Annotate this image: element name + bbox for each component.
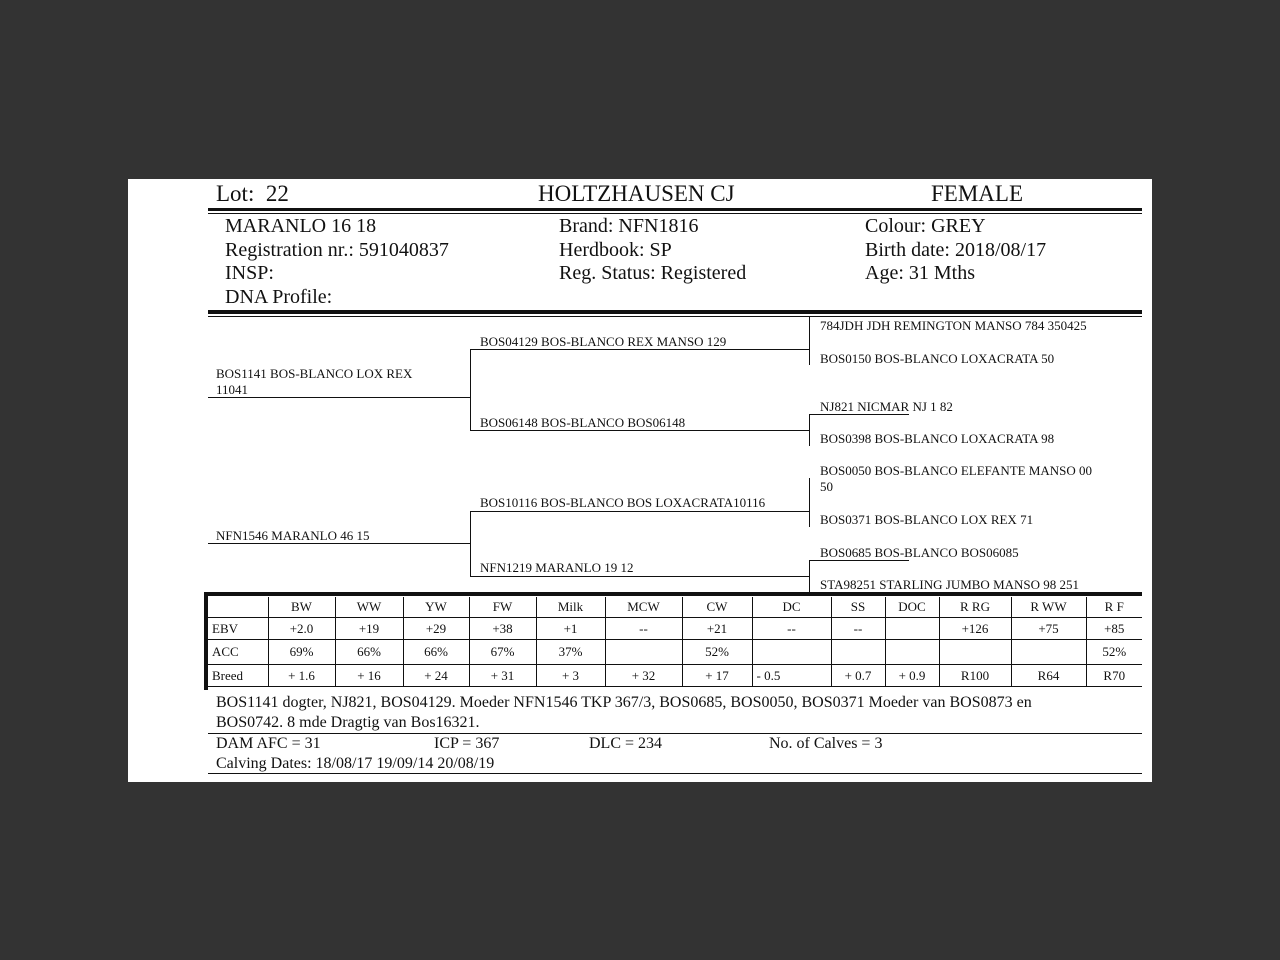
col-header: FW [469,597,536,618]
table-cell [752,640,831,665]
header-rule-thin [208,213,1142,214]
table-cell: + 0.9 [885,665,939,687]
dds-underline [809,560,909,561]
pedigree-dam-sire: BOS10116 BOS-BLANCO BOS LOXACRATA10116 [480,495,766,510]
dam-branch-connector [470,511,471,577]
comments-line-2: BOS0742. 8 mde Dragtig van Bos16321. [216,714,480,731]
ebv-header-row [208,597,1142,618]
table-cell: +21 [682,618,752,640]
table-cell: + 0.7 [831,665,885,687]
pedigree-sire-dam: BOS06148 BOS-BLANCO BOS06148 [480,415,686,430]
table-cell: 66% [403,640,469,665]
row-label: EBV [208,618,268,640]
col-header: R RG [939,597,1011,618]
ebv-row [208,618,1142,640]
table-cell [831,640,885,665]
herdbook-field: Herdbook: SP [559,239,672,261]
table-cell [605,640,682,665]
pedigree-dds: BOS0685 BOS-BLANCO BOS06085 [820,545,1019,560]
table-cell [939,640,1011,665]
dd-underline [470,576,810,577]
dam-icp: ICP = 367 [434,735,500,752]
bottom-rule [208,773,1142,774]
pedigree-sss: 784JDH JDH REMINGTON MANSO 784 350425 [820,318,1087,333]
ebv-corner-cell [208,597,268,618]
registration-number: Registration nr.: 591040837 [225,239,449,261]
ds-branch-connector [809,478,810,527]
pedigree-dss-line2: 50 [820,479,833,494]
table-cell: -- [831,618,885,640]
col-header: MCW [605,597,682,618]
lot-label [216,181,289,207]
table-cell: +38 [469,618,536,640]
col-header: R F [1086,597,1142,618]
table-cell: 69% [268,640,335,665]
info-rule-thick [208,310,1142,314]
sd-branch-connector [809,414,810,446]
brand-field: Brand: NFN1816 [559,215,699,237]
sd-underline [470,430,810,431]
age-field: Age: 31 Mths [865,262,975,284]
pedigree-dam: NFN1546 MARANLO 46 15 [216,528,370,543]
table-cell [885,618,939,640]
lot-label-text: Lot: [216,181,255,206]
ebv-top-rule [204,592,1142,596]
table-cell: R70 [1086,665,1142,687]
table-cell: +1 [536,618,605,640]
reg-status-field: Reg. Status: Registered [559,262,747,284]
table-cell: R100 [939,665,1011,687]
pedigree-ssd: BOS0150 BOS-BLANCO LOXACRATA 50 [820,351,1055,366]
table-cell [1011,640,1086,665]
sire-branch-connector [470,349,471,431]
dam-calves-count: No. of Calves = 3 [769,735,883,752]
table-cell: 52% [1086,640,1142,665]
table-cell: - 0.5 [752,665,831,687]
col-header: R WW [1011,597,1086,618]
col-header: CW [682,597,752,618]
table-cell: + 17 [682,665,752,687]
animal-name: MARANLO 16 18 [225,215,377,237]
ds-underline [470,511,810,512]
birth-date-field: Birth date: 2018/08/17 [865,239,1047,261]
comments-line-1: BOS1141 dogter, NJ821, BOS04129. Moeder NFN1546 TKP 367/3, BOS0685, BOS0050, BOS0371 Moeder van BOS0873 en [216,694,1032,711]
col-header: BW [268,597,335,618]
table-cell: + 1.6 [268,665,335,687]
col-header: SS [831,597,885,618]
dam-dlc: DLC = 234 [589,735,663,752]
pedigree-dss: BOS0050 BOS-BLANCO ELEFANTE MANSO 00 [820,463,1093,478]
table-cell: +29 [403,618,469,640]
pedigree-sdd: BOS0398 BOS-BLANCO LOXACRATA 98 [820,431,1055,446]
lot-number: 22 [265,181,289,206]
sds-underline [809,414,909,415]
ebv-table [208,597,1142,687]
table-cell: -- [605,618,682,640]
table-cell: +75 [1011,618,1086,640]
table-cell: 67% [469,640,536,665]
table-cell: 66% [335,640,403,665]
table-cell: -- [752,618,831,640]
dna-profile-field: DNA Profile: [225,286,333,308]
pedigree-sire-line2: 11041 [216,382,249,397]
animal-sex: FEMALE [931,181,1023,206]
row-label: Breed [208,665,268,687]
breeder-name: HOLTZHAUSEN CJ [538,181,735,206]
table-cell: + 31 [469,665,536,687]
col-header: YW [403,597,469,618]
sire-underline [208,397,471,398]
pedigree-ddd: STA98251 STARLING JUMBO MANSO 98 251 [820,577,1080,592]
breed-row [208,665,1142,687]
table-cell: + 16 [335,665,403,687]
table-cell: R64 [1011,665,1086,687]
ss-branch-connector [809,317,810,365]
table-cell [885,640,939,665]
col-header: WW [335,597,403,618]
pedigree-sire: BOS1141 BOS-BLANCO LOX REX [216,366,413,381]
header-rule-thick [208,208,1142,211]
table-cell: + 24 [403,665,469,687]
acc-row [208,640,1142,665]
pedigree-dam-dam: NFN1219 MARANLO 19 12 [480,560,634,575]
dam-afc: DAM AFC = 31 [216,735,321,752]
row-label: ACC [208,640,268,665]
table-cell: +2.0 [268,618,335,640]
info-rule-thin [208,316,1142,317]
table-cell: +126 [939,618,1011,640]
dam-underline [208,543,471,544]
table-cell: +19 [335,618,403,640]
pedigree-sds: NJ821 NICMAR NJ 1 82 [820,399,953,414]
table-cell: 37% [536,640,605,665]
col-header: DC [752,597,831,618]
dd-branch-connector [809,560,810,596]
insp-field: INSP: [225,262,274,284]
table-cell: +85 [1086,618,1142,640]
ss-underline [470,349,810,350]
pedigree-dsd: BOS0371 BOS-BLANCO LOX REX 71 [820,512,1034,527]
col-header: DOC [885,597,939,618]
table-cell: + 32 [605,665,682,687]
calving-dates: Calving Dates: 18/08/17 19/09/14 20/08/19 [216,755,495,772]
comments-rule [208,733,1142,734]
col-header: Milk [536,597,605,618]
table-cell: + 3 [536,665,605,687]
colour-field: Colour: GREY [865,215,986,237]
table-cell: 52% [682,640,752,665]
pedigree-sire-sire: BOS04129 BOS-BLANCO REX MANSO 129 [480,334,727,349]
catalogue-entry [128,179,1152,782]
